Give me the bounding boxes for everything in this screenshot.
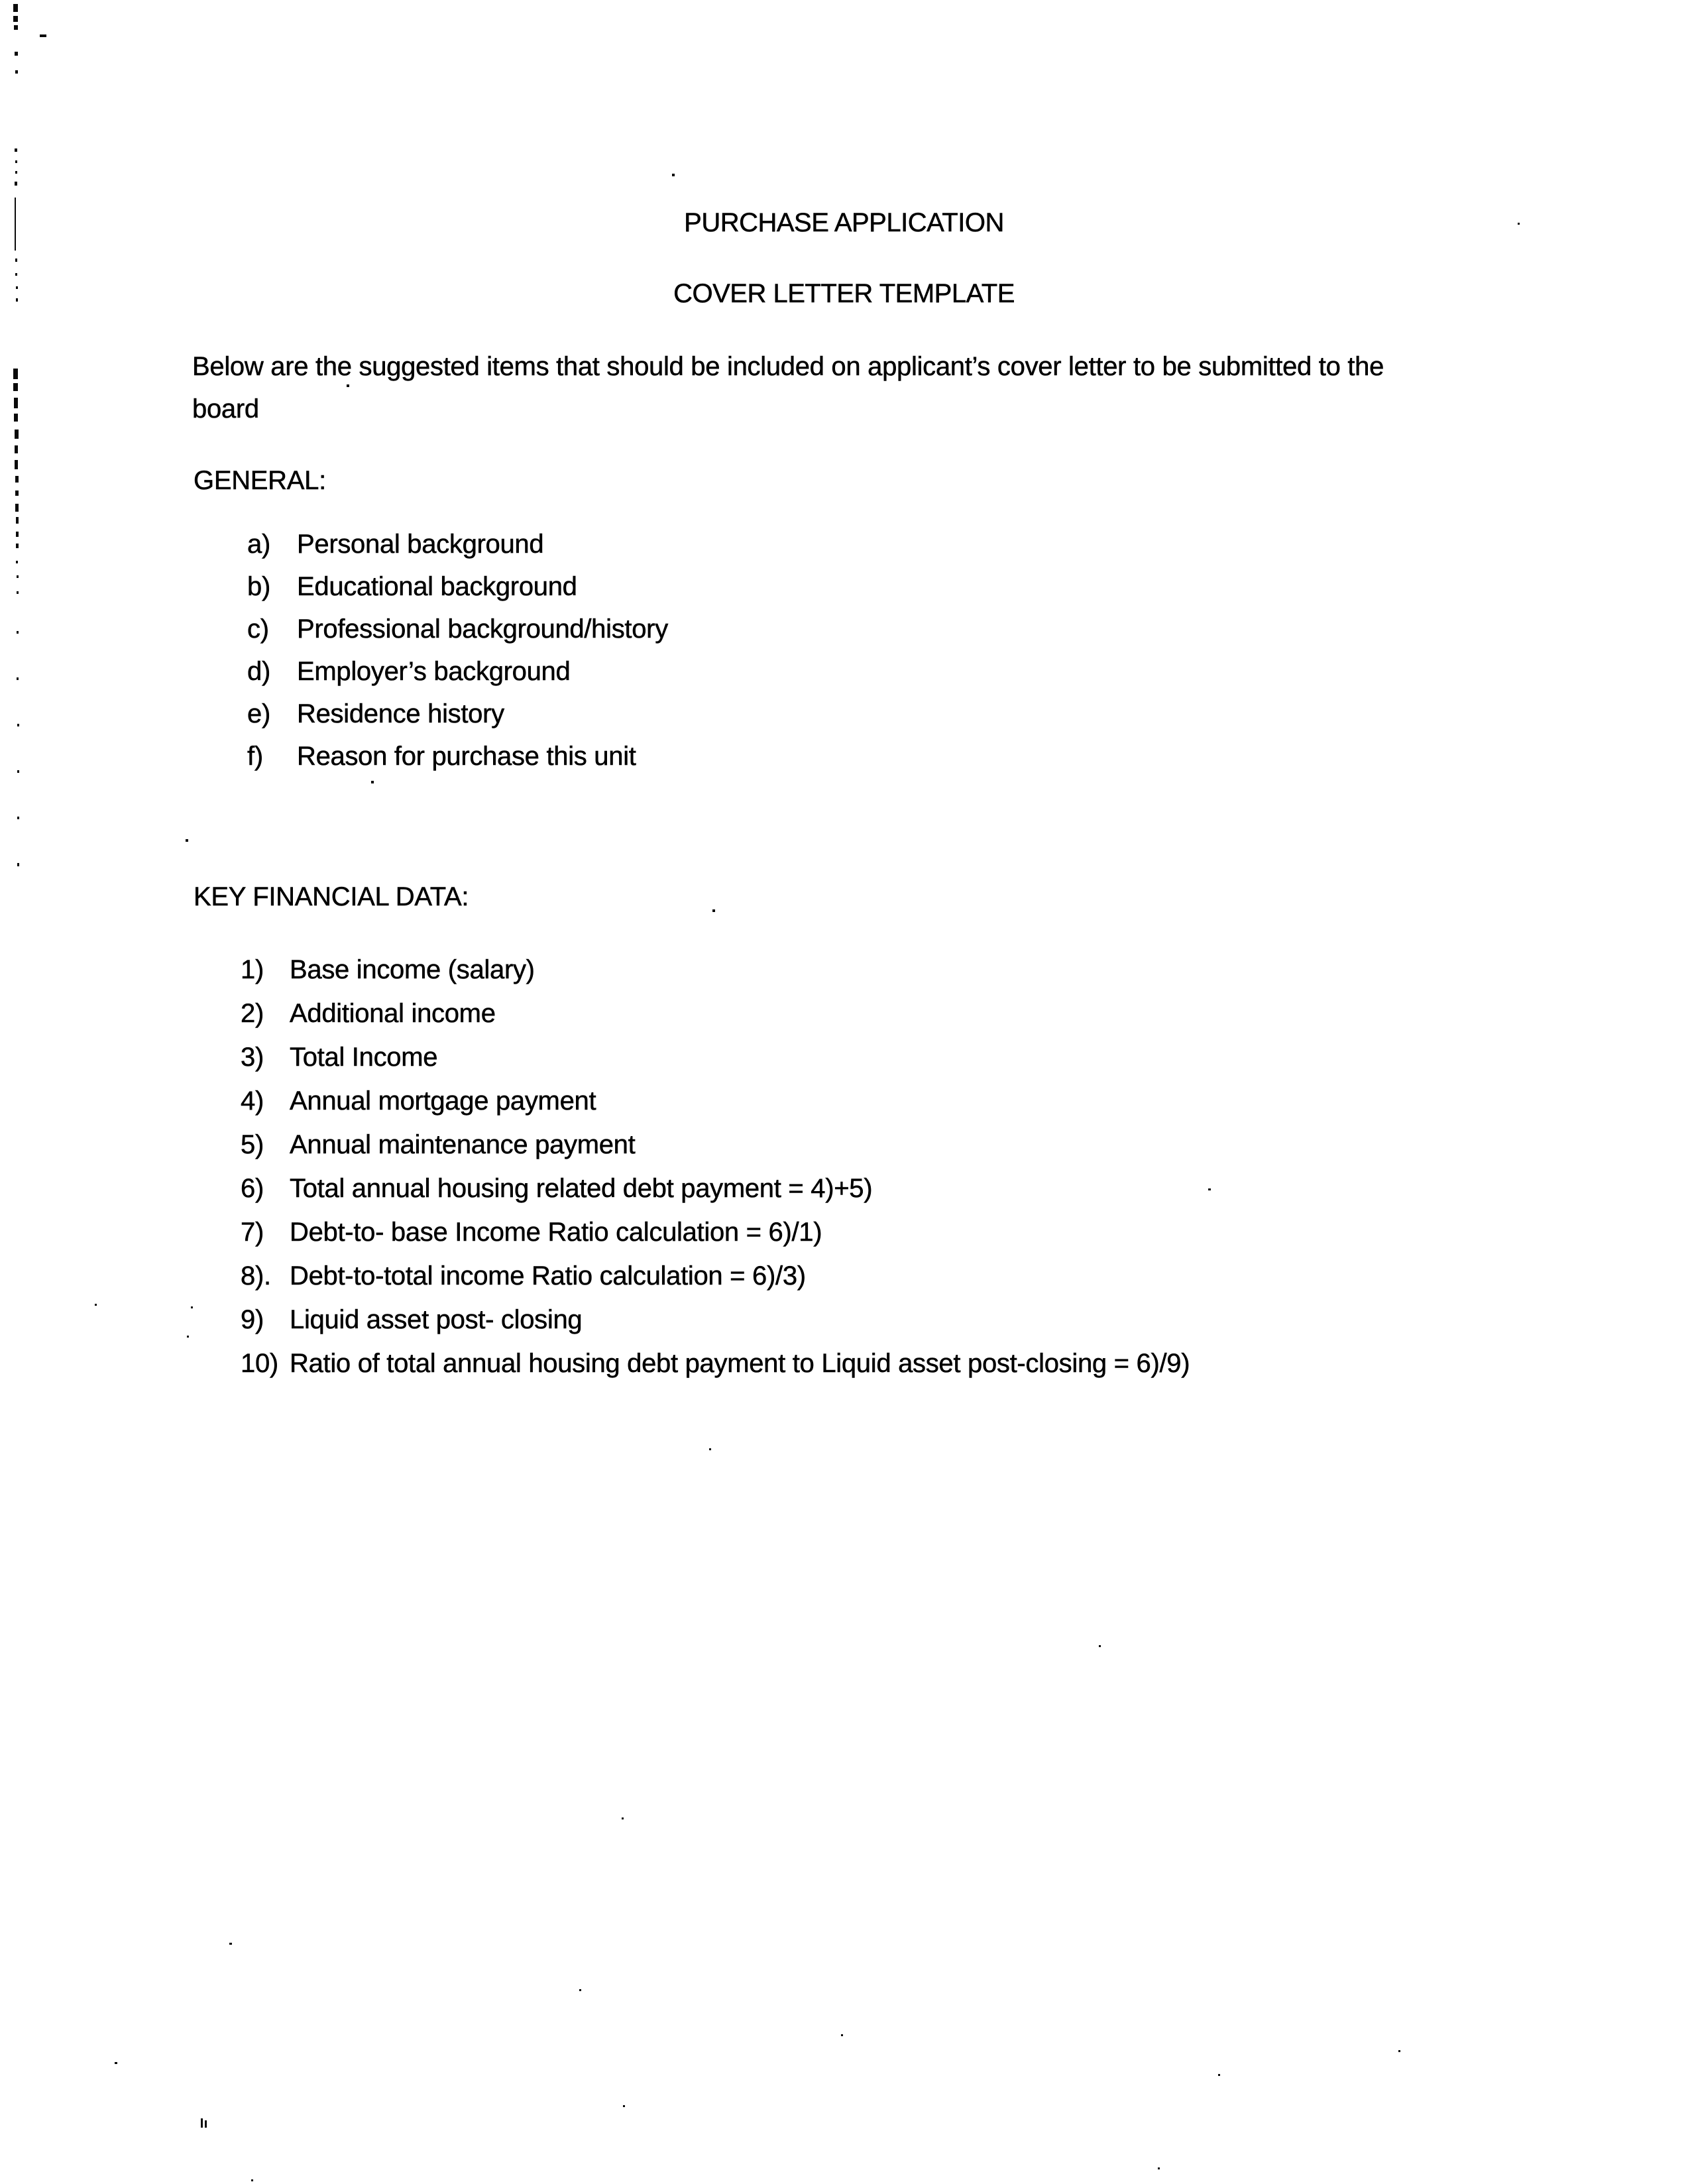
intro-line-1: Below are the suggested items that should be included on applicant’s cover letter to be submitted to the — [192, 352, 1384, 381]
list-item-marker: d) — [247, 657, 270, 686]
list-item-text: Liquid asset post- closing — [290, 1305, 583, 1334]
list-item-marker: 7) — [241, 1218, 264, 1247]
list-item — [241, 948, 1190, 992]
list-item — [241, 650, 668, 693]
list-item — [241, 1298, 1190, 1342]
list-item-text: Total Income — [290, 1043, 438, 1072]
intro-paragraph — [192, 345, 1384, 430]
list-item — [241, 608, 668, 650]
list-item — [241, 1167, 1190, 1210]
list-item-marker: c) — [247, 614, 269, 644]
section-heading-general: GENERAL: — [194, 466, 326, 495]
list-item-text: Total annual housing related debt payment = 4)+5) — [290, 1174, 873, 1203]
list-item-text: Debt-to- base Income Ratio calculation = 6)/1) — [290, 1218, 822, 1247]
list-item-text: Debt-to-total income Ratio calculation = 6)/3) — [290, 1261, 806, 1291]
list-item-text: Personal background — [297, 530, 544, 559]
list-item — [241, 735, 668, 777]
list-item — [241, 1079, 1190, 1123]
list-item-marker: 6) — [241, 1174, 264, 1203]
document-subtitle: COVER LETTER TEMPLATE — [673, 279, 1015, 308]
list-item-marker: 10) — [241, 1349, 278, 1378]
list-item-text: Annual maintenance payment — [290, 1130, 636, 1159]
list-item-text: Base income (salary) — [290, 955, 535, 984]
list-item-text: Professional background/history — [297, 614, 668, 644]
list-item — [241, 1342, 1190, 1385]
general-list — [241, 523, 668, 777]
list-item-marker: 1) — [241, 955, 264, 984]
list-item-marker: 5) — [241, 1130, 264, 1159]
list-item — [241, 565, 668, 608]
list-item — [241, 992, 1190, 1035]
key-financial-data-list — [241, 948, 1190, 1385]
list-item — [241, 1035, 1190, 1079]
list-item-text: Residence history — [297, 699, 504, 728]
list-item-text: Educational background — [297, 572, 577, 601]
list-item — [241, 523, 668, 565]
list-item — [241, 1254, 1190, 1298]
list-item — [241, 693, 668, 735]
intro-line-2: board — [192, 394, 259, 424]
list-item-marker: b) — [247, 572, 270, 601]
section-heading-key-financial-data: KEY FINANCIAL DATA: — [194, 882, 469, 911]
list-item-text: Annual mortgage payment — [290, 1086, 596, 1116]
list-item-text: Reason for purchase this unit — [297, 742, 636, 771]
list-item — [241, 1210, 1190, 1254]
list-item — [241, 1123, 1190, 1167]
list-item-marker: 2) — [241, 999, 264, 1028]
list-item-marker: 9) — [241, 1305, 264, 1334]
list-item-marker: 3) — [241, 1043, 264, 1072]
list-item-marker: e) — [247, 699, 270, 728]
list-item-text: Additional income — [290, 999, 496, 1028]
list-item-marker: 8). — [241, 1261, 271, 1291]
list-item-marker: 4) — [241, 1086, 264, 1116]
document-title: PURCHASE APPLICATION — [684, 208, 1004, 237]
list-item-text: Employer’s background — [297, 657, 571, 686]
list-item-marker: f) — [247, 742, 263, 771]
list-item-text: Ratio of total annual housing debt payment to Liquid asset post-closing = 6)/9) — [290, 1349, 1190, 1378]
list-item-marker: a) — [247, 530, 270, 559]
